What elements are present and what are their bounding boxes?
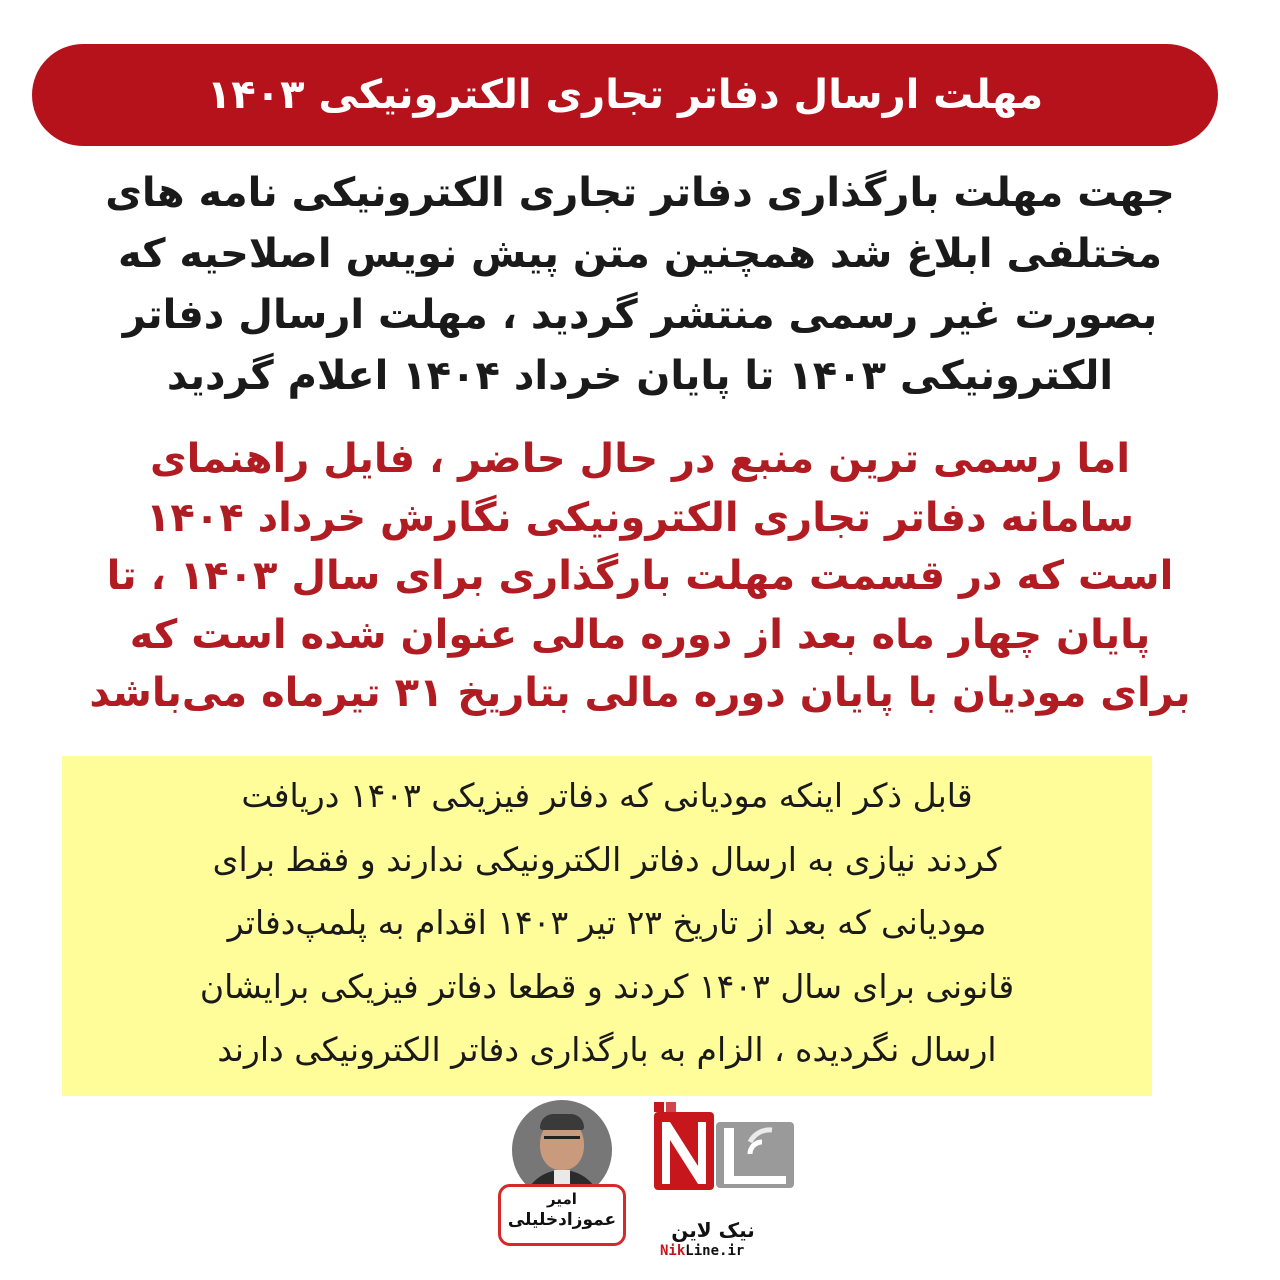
logo-url <box>660 1243 790 1259</box>
main-paragraph-line: الکترونیکی ۱۴۰۳ تا پایان خرداد ۱۴۰۴ اعلام گردید <box>166 353 1114 399</box>
main-paragraph-line: مختلفی ابلاغ شد همچنین متن پیش نویس اصلاحیه که <box>117 231 1163 277</box>
main-paragraph <box>40 163 1240 407</box>
logo-url-suffix: Line.ir <box>685 1243 745 1259</box>
main-paragraph-line: بصورت غیر رسمی منتشر گردید ، مهلت ارسال دفاتر <box>122 292 1158 338</box>
note-line: کردند نیازی به ارسال دفاتر الکترونیکی ندارند و فقط برای <box>212 839 1002 879</box>
title-banner <box>32 44 1218 146</box>
author-card <box>498 1100 628 1250</box>
page-title: مهلت ارسال دفاتر تجاری الکترونیکی ۱۴۰۳ <box>206 72 1044 118</box>
note-line: قانونی برای سال ۱۴۰۳ کردند و قطعا دفاتر فیزیکی برایشان <box>199 966 1015 1006</box>
highlight-paragraph-line: پایان چهار ماه بعد از دوره مالی عنوان شده است که <box>129 611 1151 658</box>
note-line: ارسال نگردیده ، الزام به بارگذاری دفاتر الکترونیکی دارند <box>217 1030 997 1069</box>
highlight-paragraph-line: سامانه دفاتر تجاری الکترونیکی نگارش خرداد ۱۴۰۴ <box>146 494 1134 541</box>
nikline-logo <box>640 1098 800 1258</box>
highlight-paragraph <box>40 430 1240 723</box>
logo-brand-name: نیک لاین <box>671 1218 755 1242</box>
author-last-name: عموزادخلیلی <box>507 1210 617 1230</box>
note-line: مودیانی که بعد از تاریخ ۲۳ تیر ۱۴۰۳ اقدام به پلمپ‌دفاتر <box>227 903 987 942</box>
logo-url-prefix: Nik <box>660 1243 686 1259</box>
highlight-paragraph-line: برای مودیان با پایان دوره مالی بتاریخ ۳۱ تیرماه می‌باشد <box>89 670 1191 716</box>
main-paragraph-line: جهت مهلت بارگذاری دفاتر تجاری الکترونیکی نامه های <box>105 170 1175 216</box>
note-line: قابل ذکر اینکه مودیانی که دفاتر فیزیکی ۱۴۰۳ دریافت <box>241 776 973 815</box>
author-name-tag <box>498 1184 626 1246</box>
nikline-logo-mark <box>640 1098 800 1220</box>
highlight-paragraph-line: اما رسمی ترین منبع در حال حاضر ، فایل راهنمای <box>149 436 1131 482</box>
author-first-name: امیر <box>547 1190 577 1208</box>
note-paragraph <box>62 764 1152 1082</box>
highlight-paragraph-line: است که در قسمت مهلت بارگذاری برای سال ۱۴۰۳ ، تا <box>106 553 1174 599</box>
